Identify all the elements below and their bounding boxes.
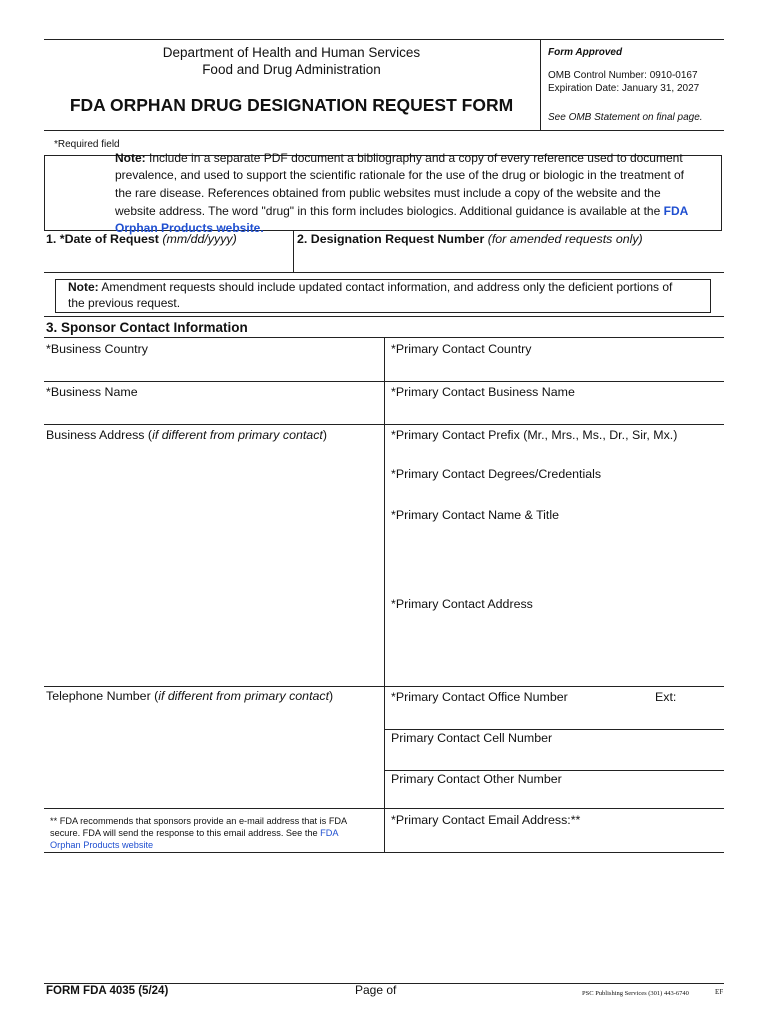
primary-business-name-input[interactable] <box>386 400 722 424</box>
section3-title: 3. Sponsor Contact Information <box>46 320 248 335</box>
right-rule-5 <box>384 770 724 771</box>
right-rule-2 <box>384 424 724 425</box>
dept-line2: Food and Drug Administration <box>202 62 381 77</box>
primary-email-label: *Primary Contact Email Address:** <box>391 813 581 827</box>
primary-office-input[interactable] <box>386 706 646 728</box>
telephone-input[interactable] <box>44 705 382 805</box>
primary-prefix-input[interactable] <box>386 444 722 464</box>
primary-office-label: *Primary Contact Office Number <box>391 690 568 704</box>
email-fda-link[interactable]: FDA <box>320 828 339 838</box>
amend-label: Note: <box>68 280 99 294</box>
business-name-input[interactable] <box>44 400 382 424</box>
amend-line1 <box>68 280 672 295</box>
primary-email-input[interactable] <box>386 829 722 851</box>
business-address-hint: if different from primary contact <box>152 428 323 442</box>
form-id: FORM FDA 4035 (5/24) <box>46 985 169 997</box>
ext-label: Ext: <box>655 690 677 704</box>
omb-number: OMB Control Number: 0910-0167 <box>548 70 698 81</box>
date-of-request-label <box>46 232 237 247</box>
primary-other-label: Primary Contact Other Number <box>391 772 562 786</box>
dept-line1: Department of Health and Human Services <box>162 45 421 60</box>
email-orphan-products-link[interactable]: Orphan Products website <box>50 840 154 850</box>
page-number: Page of <box>355 983 397 997</box>
section3-bottom-rule <box>44 852 724 853</box>
date-hint: (mm/dd/yyyy) <box>162 232 237 246</box>
right-rule-1 <box>384 381 724 382</box>
note-line4 <box>115 204 688 219</box>
note-label: Note: <box>115 151 146 165</box>
business-name-label: *Business Name <box>46 385 138 399</box>
note-line3: the rare disease. References obtained from public websites must include a copy of the website and the <box>115 186 661 200</box>
ext-input[interactable] <box>652 706 722 728</box>
business-address-end: ) <box>322 428 327 442</box>
primary-prefix-label: *Primary Contact Prefix (Mr., Mrs., Ms., Dr., Sir, Mx.) <box>391 428 678 442</box>
header-top-rule <box>44 39 724 40</box>
left-rule-1 <box>44 381 384 382</box>
telephone-hint: if different from primary contact <box>158 689 330 703</box>
publisher: PSC Publishing Services (301) 443-6740 <box>582 990 689 997</box>
amend-text1: Amendment requests should include updated contact information, and address only the deficient portions of <box>98 280 673 294</box>
primary-degrees-input[interactable] <box>386 483 722 505</box>
date-of-request-input[interactable] <box>44 248 292 272</box>
right-rule-6 <box>384 808 724 809</box>
designation-hint: (for amended requests only) <box>487 232 643 246</box>
date-label: 1. *Date of Request <box>46 232 163 246</box>
omb-statement: See OMB Statement on final page. <box>548 112 703 123</box>
header-divider <box>540 39 541 130</box>
orphan-products-link[interactable]: Orphan Products website. <box>115 221 264 235</box>
section3-column-divider <box>384 337 385 852</box>
fields-bottom-rule <box>44 272 724 273</box>
telephone-label <box>46 689 333 704</box>
primary-address-label: *Primary Contact Address <box>391 597 533 611</box>
page-title: FDA ORPHAN DRUG DESIGNATION REQUEST FORM <box>69 95 514 115</box>
expiration-date: Expiration Date: January 31, 2027 <box>548 83 700 94</box>
email-note-text2: secure. FDA will send the response to this email address. See the <box>50 828 321 838</box>
required-field-note: *Required field <box>54 139 120 150</box>
note-text1: Include in a separate PDF document a bibliography and a copy of every reference used to document <box>145 151 683 165</box>
note-line2: prevalence, and used to support the scientific rationale for the use of the drug or biologic in the treatment of <box>115 168 685 182</box>
header-bottom-rule <box>44 130 724 131</box>
primary-country-label: *Primary Contact Country <box>391 342 532 356</box>
email-note-line1: ** FDA recommends that sponsors provide an e-mail address that is FDA <box>50 816 348 826</box>
primary-name-title-input[interactable] <box>386 524 722 594</box>
form-approved: Form Approved <box>548 47 623 58</box>
business-address-label <box>46 428 327 443</box>
note-text4: website address. The word "drug" in this form includes biologics. Additional guidance is available at the <box>115 204 664 218</box>
left-rule-4 <box>44 808 384 809</box>
primary-cell-input[interactable] <box>386 747 722 769</box>
left-rule-2 <box>44 424 384 425</box>
fda-link[interactable]: FDA <box>663 204 689 218</box>
telephone-text: Telephone Number ( <box>46 689 159 703</box>
primary-country-input[interactable] <box>386 357 722 381</box>
primary-address-input[interactable] <box>386 613 722 686</box>
designation-number-label <box>297 232 643 247</box>
left-rule-3 <box>44 686 384 687</box>
primary-other-input[interactable] <box>386 788 722 808</box>
designation-label: 2. Designation Request Number <box>297 232 488 246</box>
note-line1 <box>115 151 683 166</box>
right-rule-4 <box>384 729 724 730</box>
amend-line2: the previous request. <box>68 296 181 310</box>
right-rule-3 <box>384 686 724 687</box>
business-address-text: Business Address ( <box>46 428 153 442</box>
primary-cell-label: Primary Contact Cell Number <box>391 731 553 745</box>
business-country-input[interactable] <box>44 357 382 381</box>
field-divider <box>293 230 294 272</box>
telephone-end: ) <box>329 689 334 703</box>
primary-business-name-label: *Primary Contact Business Name <box>391 385 575 399</box>
primary-degrees-label: *Primary Contact Degrees/Credentials <box>391 467 602 481</box>
ef-mark: EF <box>715 988 724 996</box>
primary-name-title-label: *Primary Contact Name & Title <box>391 508 560 522</box>
business-country-label: *Business Country <box>46 342 148 356</box>
designation-number-input[interactable] <box>296 248 722 272</box>
business-address-input[interactable] <box>44 444 382 686</box>
amend-bottom-rule <box>44 316 724 317</box>
